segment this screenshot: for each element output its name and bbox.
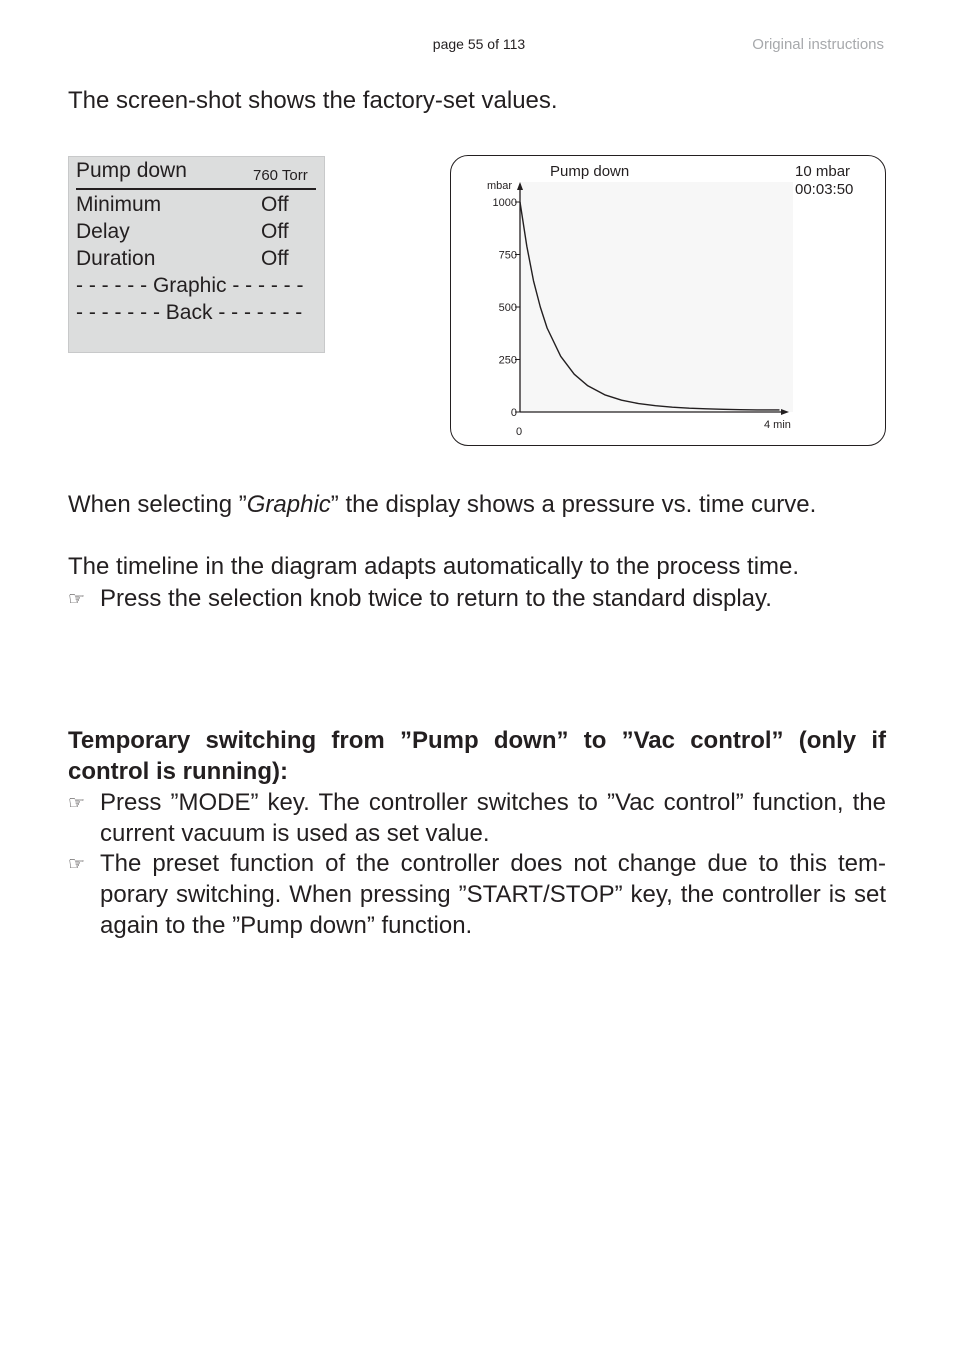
pointing-hand-icon: ☞ xyxy=(68,793,86,814)
plot-area xyxy=(520,182,793,412)
y-tick-label: 750 xyxy=(498,249,517,262)
mode-key-instruction: Press ”MODE” key. The controller switches to ”Vac control” function, the current vacuum is used as set value. xyxy=(100,789,886,847)
pointing-hand-icon: ☞ xyxy=(68,854,86,875)
pressure-time-chart xyxy=(451,156,887,447)
graph-title: Pump down xyxy=(550,163,630,180)
page-number: page 55 of 113 xyxy=(432,36,526,52)
intro-text: The screen-shot shows the factory-set values. xyxy=(68,87,558,114)
x-tick-label: 4 min xyxy=(764,419,791,431)
menu-value-duration: Off xyxy=(261,247,289,270)
menu-title: Pump down xyxy=(76,159,187,182)
menu-item-delay: Delay xyxy=(76,220,130,243)
pressure-graph-screen xyxy=(450,155,886,446)
menu-value-delay: Off xyxy=(261,220,289,243)
menu-item-graphic: - - - - - - Graphic - - - - - - xyxy=(76,274,304,297)
menu-unit: 760 Torr xyxy=(253,167,308,184)
y-tick-label: 500 xyxy=(498,302,517,314)
pointing-hand-icon: ☞ xyxy=(68,589,86,610)
y-tick-label: 1000 xyxy=(492,197,517,209)
lcd-menu-screen xyxy=(68,156,325,353)
graph-pressure-reading: 10 mbar xyxy=(795,163,851,180)
graphic-description: When selecting ”Graphic” the display shows a pressure vs. time curve. xyxy=(68,491,817,518)
menu-value-minimum: Off xyxy=(261,193,289,216)
menu-item-duration: Duration xyxy=(76,247,156,270)
section-heading: Temporary switching from ”Pump down” to ”Vac control” (only if control is running): xyxy=(68,727,886,785)
graph-time-reading: 00:03:50 xyxy=(795,181,854,198)
menu-divider xyxy=(76,188,316,190)
y-tick-label: 0 xyxy=(510,407,517,419)
menu-item-minimum: Minimum xyxy=(76,193,162,216)
menu-item-back: - - - - - - - Back - - - - - - - xyxy=(76,301,303,324)
return-instruction: Press the selection knob twice to return to the standard display. xyxy=(100,585,772,612)
y-axis-label: mbar xyxy=(487,180,513,192)
preset-function-note: The preset function of the controller does not change due to this temporary switching. When pressing ”START/STOP” key, the controller is set again to the ”Pump down” function. xyxy=(100,850,886,939)
x-tick-label: 0 xyxy=(515,426,523,438)
document-label: Original instructions xyxy=(752,36,884,53)
y-tick-label: 250 xyxy=(498,354,517,367)
timeline-description: The timeline in the diagram adapts automatically to the process time. xyxy=(68,553,800,580)
